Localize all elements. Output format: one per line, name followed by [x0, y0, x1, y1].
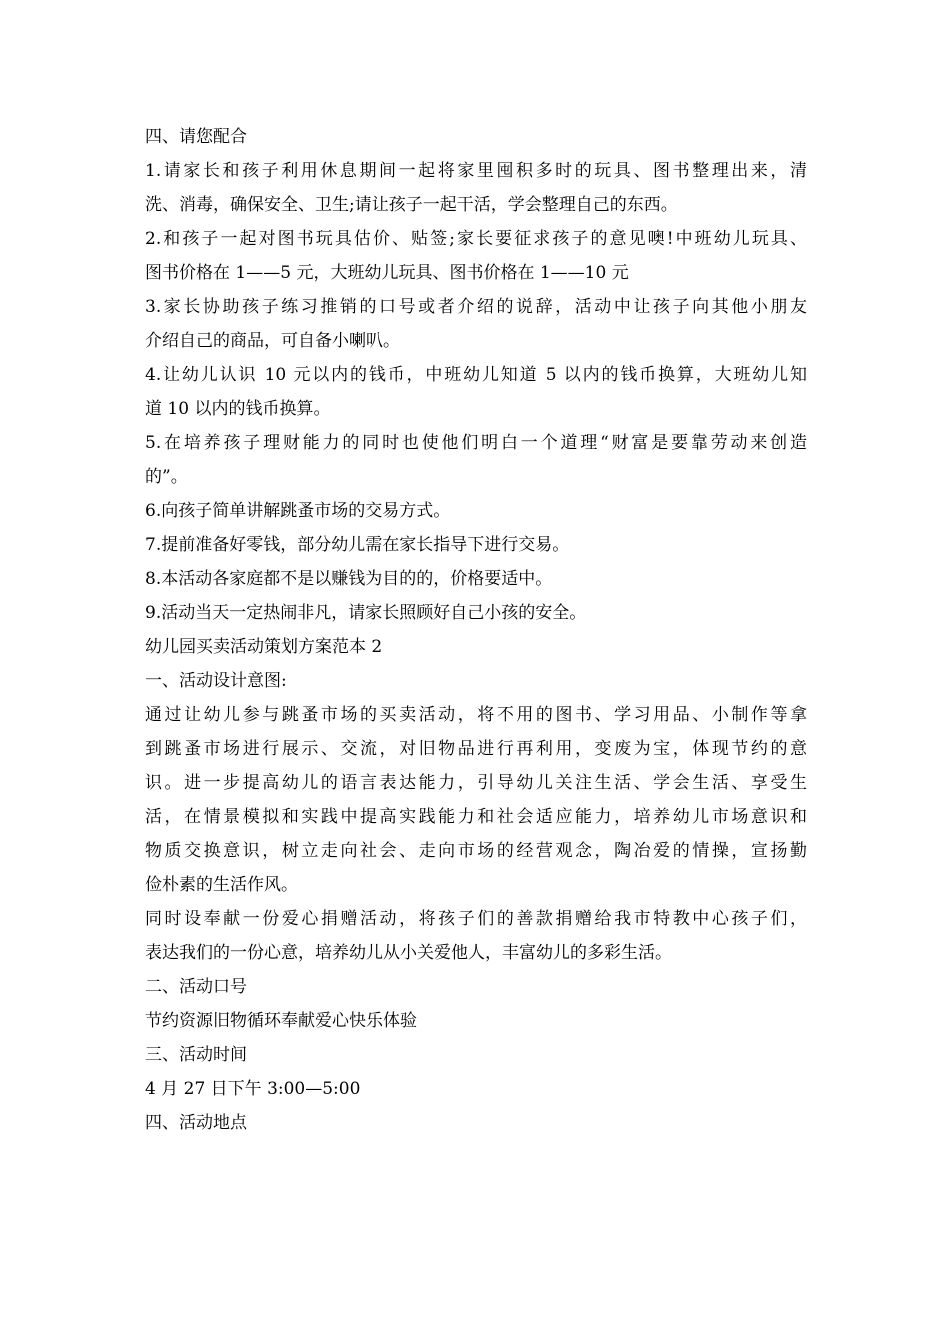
text-line: 活，在情景模拟和实践中提高实践能力和社会适应能力，培养幼儿市场意识和 — [145, 807, 807, 827]
text-line: 二、活动口号 — [145, 977, 247, 997]
text-line: 表达我们的一份心意，培养幼儿从小关爱他人，丰富幼儿的多彩生活。 — [145, 943, 672, 963]
text-line: 8.本活动各家庭都不是以赚钱为目的的，价格要适中。 — [145, 569, 553, 589]
text-line: 洗、消毒，确保安全、卫生;请让孩子一起干活，学会整理自己的东西。 — [145, 195, 678, 215]
document-page — [145, 120, 807, 1140]
text-line: 三、活动时间 — [145, 1045, 247, 1065]
text-line: 1.请家长和孩子利用休息期间一起将家里囤积多时的玩具、图书整理出来，清 — [145, 161, 807, 181]
text-line: 的”。 — [145, 467, 188, 487]
text-line: 6.向孩子简单讲解跳蚤市场的交易方式。 — [145, 501, 451, 521]
text-line: 四、请您配合 — [145, 127, 247, 147]
text-line: 物质交换意识，树立走向社会、走向市场的经营观念，陶冶爱的情操，宣扬勤 — [145, 841, 807, 861]
text-line: 3.家长协助孩子练习推销的口号或者介绍的说辞，活动中让孩子向其他小朋友 — [145, 297, 807, 317]
text-line: 四、活动地点 — [145, 1113, 247, 1133]
text-line: 道 10 以内的钱币换算。 — [145, 399, 331, 419]
text-line: 幼儿园买卖活动策划方案范本 2 — [145, 637, 383, 657]
text-line: 4.让幼儿认识 10 元以内的钱币，中班幼儿知道 5 以内的钱币换算，大班幼儿知 — [145, 365, 807, 385]
text-line: 同时设奉献一份爱心捐赠活动，将孩子们的善款捐赠给我市特教中心孩子们， — [145, 909, 807, 929]
text-line: 俭朴素的生活作风。 — [145, 875, 298, 895]
text-line: 一、活动设计意图: — [145, 671, 287, 691]
text-line: 图书价格在 1——5 元，大班幼儿玩具、图书价格在 1——10 元 — [145, 263, 629, 283]
text-line: 识。进一步提高幼儿的语言表达能力，引导幼儿关注生活、学会生活、享受生 — [145, 773, 807, 793]
text-line: 5.在培养孩子理财能力的同时也使他们明白一个道理“财富是要靠劳动来创造 — [145, 433, 807, 453]
text-line: 节约资源旧物循环奉献爱心快乐体验 — [145, 1011, 417, 1031]
text-line: 2.和孩子一起对图书玩具估价、贴签;家长要征求孩子的意见噢!中班幼儿玩具、 — [145, 229, 807, 249]
text-line: 介绍自己的商品，可自备小喇叭。 — [145, 331, 400, 351]
text-line: 7.提前准备好零钱，部分幼儿需在家长指导下进行交易。 — [145, 535, 570, 555]
text-line: 到跳蚤市场进行展示、交流，对旧物品进行再利用，变废为宝，体现节约的意 — [145, 739, 807, 759]
text-line: 通过让幼儿参与跳蚤市场的买卖活动，将不用的图书、学习用品、小制作等拿 — [145, 705, 807, 725]
text-line: 9.活动当天一定热闹非凡，请家长照顾好自己小孩的安全。 — [145, 603, 587, 623]
text-line: 4 月 27 日下午 3:00—5:00 — [145, 1079, 361, 1099]
